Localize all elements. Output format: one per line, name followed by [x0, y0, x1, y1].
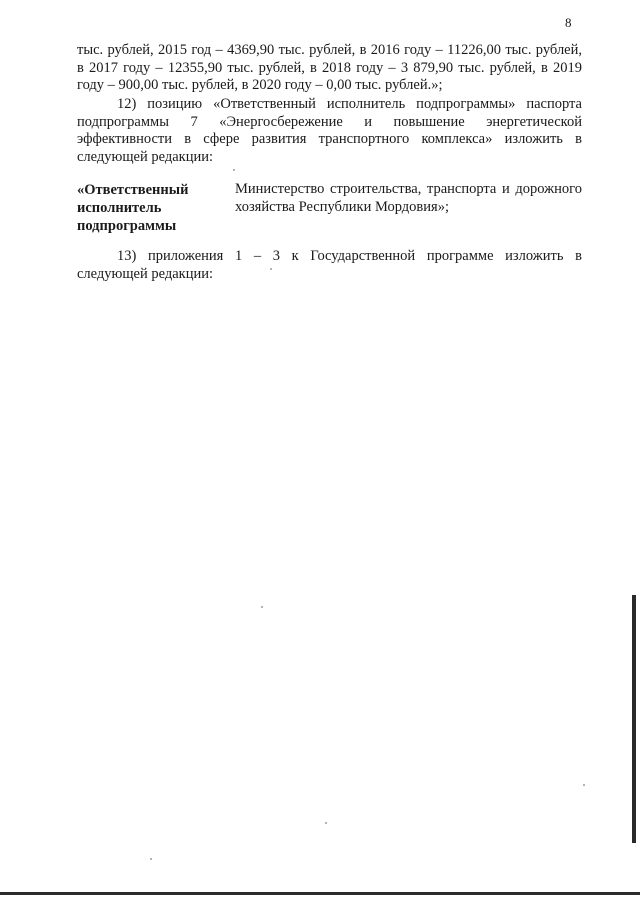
scan-speck — [261, 606, 263, 608]
paragraph-item-12: 12) позицию «Ответственный исполнитель подпрограммы» паспорта подпрограммы 7 «Энергосбережение и повышение энергетической эффективности в сфере развития транспортного комплекса» изложить в следующей редакции: — [77, 96, 582, 165]
scan-speck — [583, 784, 585, 786]
passport-row-label: «Ответственный исполнитель подпрограммы — [77, 182, 189, 234]
paragraph-item-13: 13) приложения 1 – 3 к Государственной программе изложить в следующей редакции: — [77, 248, 582, 282]
passport-row — [77, 180, 582, 235]
scan-speck — [270, 268, 272, 270]
scan-edge-bottom — [0, 892, 640, 895]
page-number: 8 — [565, 15, 572, 30]
scan-speck — [325, 822, 327, 824]
passport-row-value: Министерство строительства, транспорта и дорожного хозяйства Республики Мордовия»; — [235, 181, 582, 215]
scan-edge-right — [632, 595, 636, 843]
scan-speck — [150, 858, 152, 860]
scan-speck — [233, 169, 235, 171]
paragraph-funding-continuation: тыс. рублей, 2015 год – 4369,90 тыс. рублей, в 2016 году – 11226,00 тыс. рублей, в 2017 году – 12355,90 тыс. рублей, в 2018 году – 3 879,90 тыс. рублей, в 2019 году – 900,00 тыс. рублей, в 2020 году – 0,00 тыс. рублей.»; — [77, 42, 582, 93]
